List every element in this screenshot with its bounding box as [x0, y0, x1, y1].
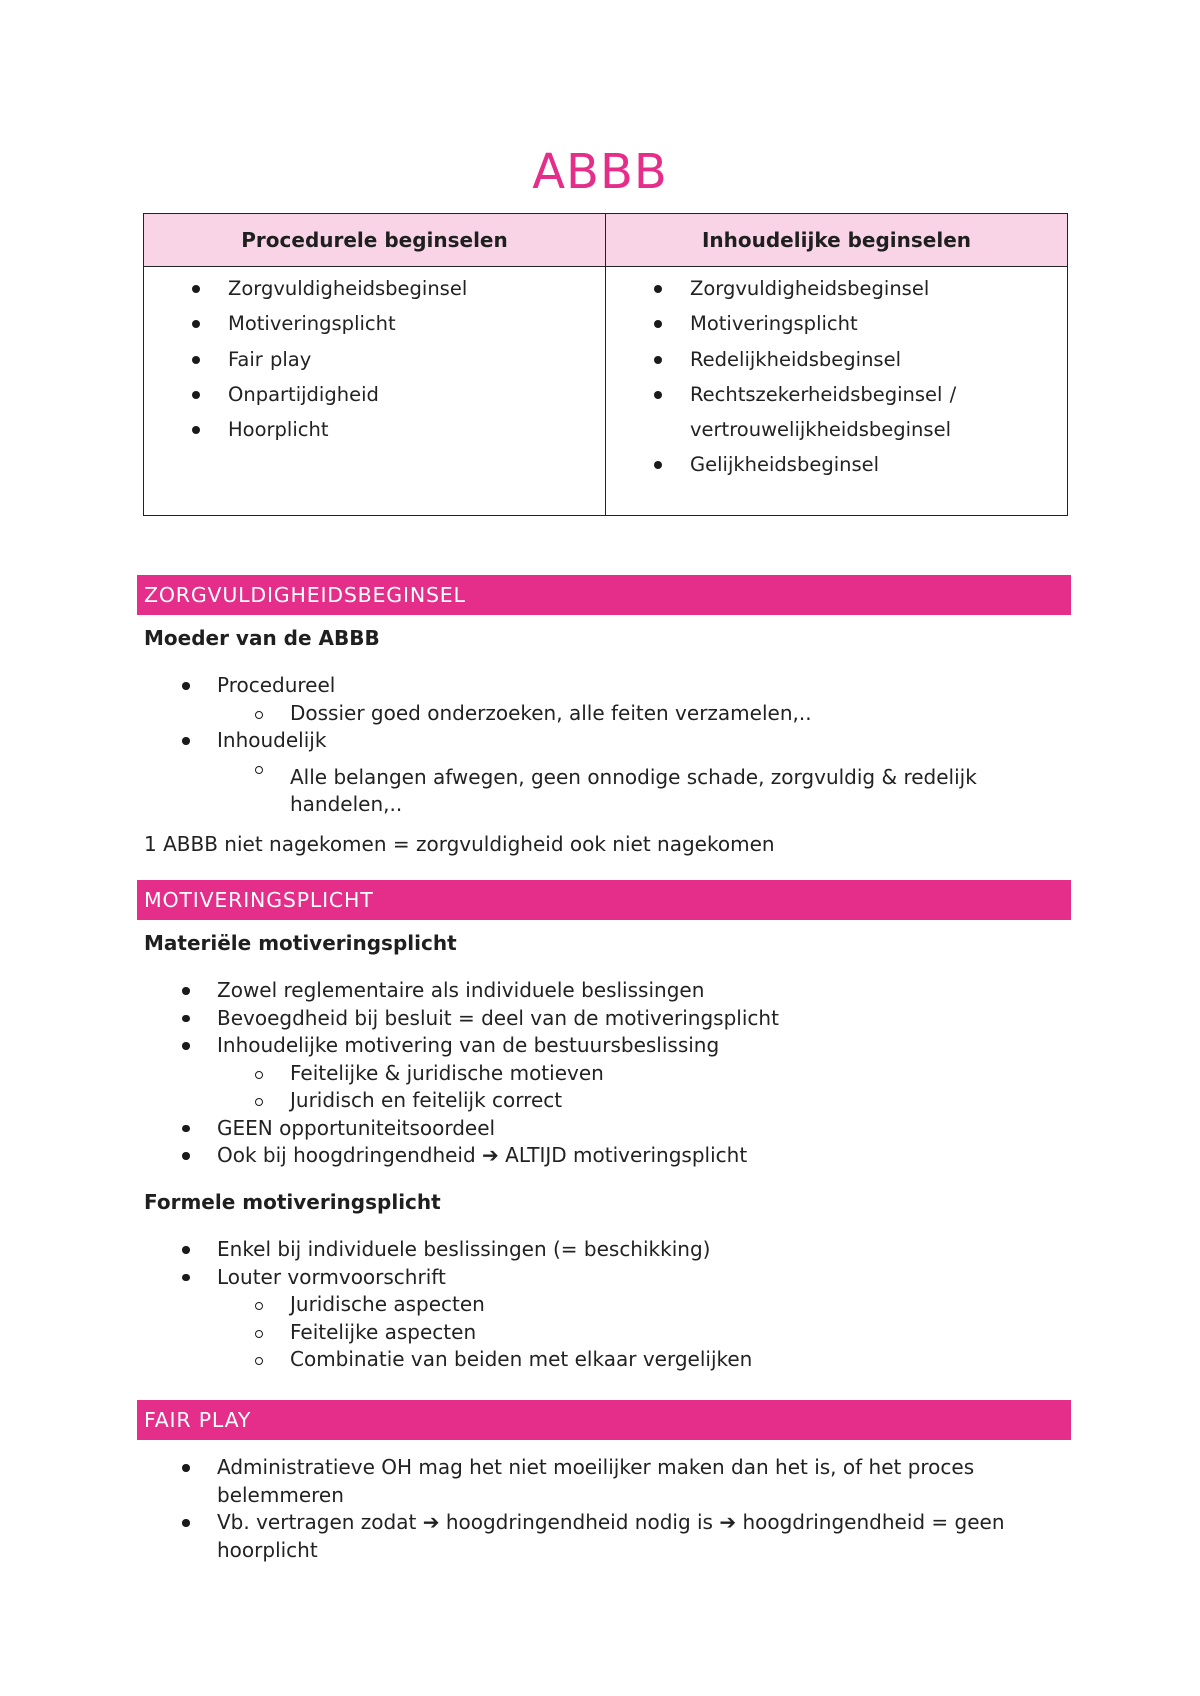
list-item: Redelijkheidsbeginsel: [606, 342, 1067, 377]
list-item: [0, 1454, 1017, 1509]
sub-list-line: Alle belangen afwegen, geen onnodige schade, zorgvuldig & redelijk: [290, 764, 977, 789]
table-header-procedural: Procedurele beginselen: [144, 214, 606, 267]
sub-list-item: Combinatie van beiden met elkaar vergelijken: [0, 1346, 1010, 1374]
list-text: ALTIJD motiveringsplicht: [498, 1143, 748, 1167]
list-line: [217, 1509, 1017, 1537]
fair-play-bullets: [0, 1454, 1200, 1564]
list-item-line: Rechtszekerheidsbeginsel /: [690, 382, 957, 406]
list-item: Inhoudelijk: [0, 727, 1017, 755]
sub-list-item: Dossier goed onderzoeken, alle feiten verzamelen,..: [0, 700, 1010, 728]
list-text: Ook bij hoogdringendheid: [217, 1143, 483, 1167]
list-item: Gelijkheidsbeginsel: [606, 447, 1067, 482]
list-item: Bevoegdheid bij besluit = deel van de motiveringsplicht: [0, 1005, 1017, 1033]
list-line: hoorplicht: [217, 1537, 318, 1562]
zorg-note: 1 ABBB niet nagekomen = zorgvuldigheid ook niet nagekomen: [144, 832, 775, 856]
list-item: Zowel reglementaire als individuele beslissingen: [0, 977, 1017, 1005]
table-header-substantive: Inhoudelijke beginselen: [606, 214, 1068, 267]
list-item-line: vertrouwelijkheidsbeginsel: [690, 418, 951, 442]
list-item: Onpartijdigheid: [144, 377, 605, 412]
list-item: GEEN opportuniteitsoordeel: [0, 1115, 1017, 1143]
sub-list-line: handelen,..: [290, 792, 403, 816]
page-title: ABBB: [532, 144, 668, 200]
section-heading-motivering: MOTIVERINGSPLICHT: [137, 880, 1071, 920]
list-line: Administratieve OH mag het niet moeilijker maken dan het is, of het proces: [217, 1455, 975, 1479]
list-item: Zorgvuldigheidsbeginsel: [144, 271, 605, 306]
section-heading-fair-play: FAIR PLAY: [137, 1400, 1071, 1440]
list-item: Louter vormvoorschrift: [0, 1264, 1017, 1292]
sub-list-item: Juridisch en feitelijk correct: [0, 1087, 1010, 1115]
arrow-right-icon: ➔: [422, 1510, 440, 1534]
list-item: Motiveringsplicht: [144, 306, 605, 341]
list-line: belemmeren: [217, 1482, 344, 1507]
subheading-formele: Formele motiveringsplicht: [144, 1190, 441, 1214]
list-item: [606, 377, 1067, 448]
sub-list-item: Feitelijke & juridische motieven: [0, 1060, 1010, 1088]
overview-table: [143, 213, 1068, 516]
arrow-right-icon: ➔: [719, 1510, 737, 1534]
subheading-materiele: Materiële motiveringsplicht: [144, 931, 457, 955]
sub-list-item: Feitelijke aspecten: [0, 1319, 1010, 1347]
formele-bullets: [0, 1236, 1200, 1374]
list-item: Motiveringsplicht: [606, 306, 1067, 341]
list-text: hoogdringendheid = geen: [736, 1510, 1005, 1534]
list-text: hoogdringendheid nodig is: [439, 1510, 720, 1534]
arrow-right-icon: ➔: [482, 1143, 499, 1167]
sub-list-item: Juridische aspecten: [0, 1291, 1010, 1319]
list-item: Hoorplicht: [144, 412, 605, 447]
list-item: Enkel bij individuele beslissingen (= beschikking): [0, 1236, 1017, 1264]
list-item: [0, 1509, 1017, 1564]
section-heading-zorgvuldigheid: ZORGVULDIGHEIDSBEGINSEL: [137, 575, 1071, 615]
list-item: Inhoudelijke motivering van de bestuursbeslissing: [0, 1032, 1017, 1060]
sub-list-item: [0, 755, 1010, 819]
list-item: Procedureel: [0, 672, 1017, 700]
list-item: Zorgvuldigheidsbeginsel: [606, 271, 1067, 306]
subheading-moeder: Moeder van de ABBB: [144, 626, 380, 650]
list-text: Vb. vertragen zodat: [217, 1510, 423, 1534]
list-item: Fair play: [144, 342, 605, 377]
materiele-bullets: [0, 977, 1200, 1170]
table-cell-procedural: [144, 267, 606, 516]
table-cell-substantive: [606, 267, 1068, 516]
list-item: [0, 1142, 1017, 1170]
zorg-bullets: [0, 672, 1200, 819]
